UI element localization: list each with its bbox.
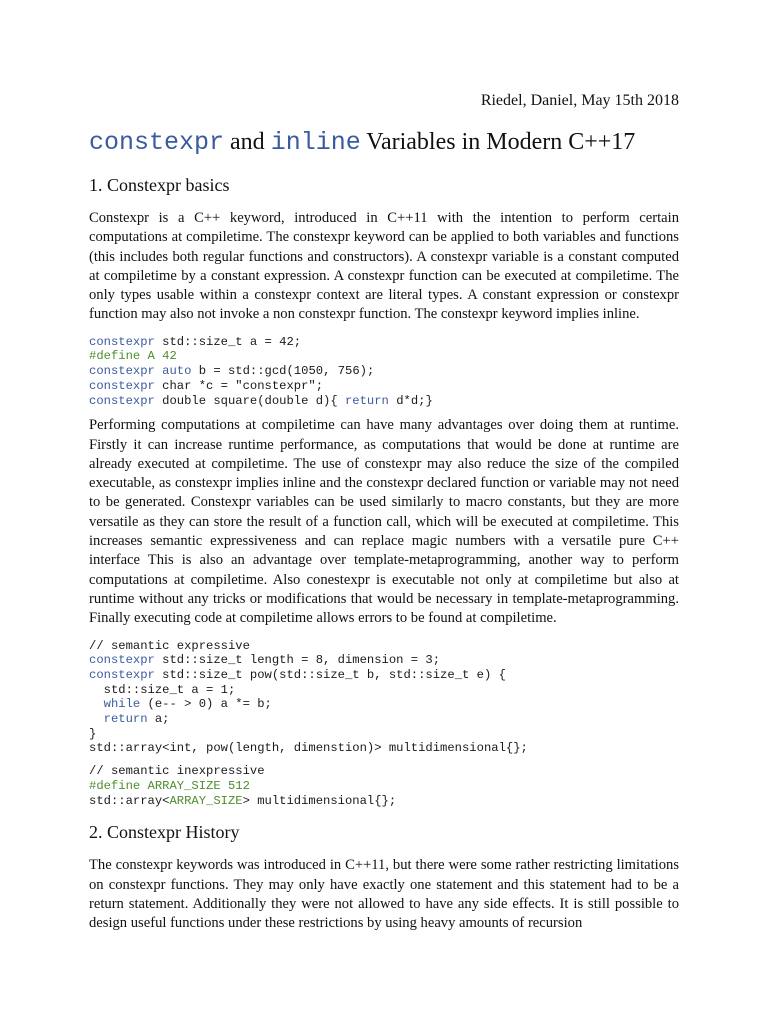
code-keyword: constexpr bbox=[89, 378, 155, 393]
code-block-basics bbox=[89, 335, 679, 409]
title-rest: Variables in Modern C++17 bbox=[366, 129, 636, 155]
code-keyword: constexpr bbox=[89, 653, 155, 668]
code-block-inexpressive bbox=[89, 764, 679, 808]
code-text: double square(double d){ bbox=[154, 393, 345, 408]
section-heading-history: 2. Constexpr History bbox=[89, 822, 240, 843]
paragraph-advantages: Performing computations at compiletime can have many advantages over doing them at runtime. Firstly it can increase runtime performance, as computations that would be done at runtime are already executed at compiletime. The use of constexpr may also reduce the size of the compiled executable, as constexpr implies inline and the constexpr declared function or variable may not need to be generated. Constexpr variables can be used similarly to macro constants, but they are more versatile as they can store the result of a function call, which will be executed at compiletime. This increases semantic expressiveness and can replace magic numbers with a versatile pure C++ interface This is also an advantage over template-metaprogramming, another way to perform computations at compiletime. Also conestexpr is executable not only at compiletime but also at runtime without any tricks or modifications that would be necessary in template-metaprogramming. Finally executing code at compiletime allows errors to be found at compiletime. bbox=[89, 417, 679, 627]
code-text: std::size_t a = 1; bbox=[89, 682, 236, 697]
title-and: and bbox=[230, 129, 265, 155]
code-comment: // semantic expressive bbox=[89, 638, 250, 653]
code-text: } bbox=[89, 726, 97, 741]
code-keyword: while bbox=[103, 697, 141, 712]
code-keyword: constexpr bbox=[89, 334, 155, 349]
document-page bbox=[89, 88, 679, 943]
paragraph-basics-intro: Constexpr is a C++ keyword, introduced in C++11 with the intention to perform certain computations at compiletime. The constexpr keyword can be applied to both variables and functions (this includes both regular functions and constructors). A constexpr variable is a constant computed at compiletime by a constant expression. A constexpr function can be executed at compiletime. The only types usable within a constexpr context are literal types. A constant expression or constexpr function may also not invoke a non constexpr function. The constexpr keyword implies inline. bbox=[89, 210, 679, 323]
code-text: std::array< bbox=[89, 793, 170, 808]
code-text: std::array<int, pow(length, dimenstion)> multidimensional{}; bbox=[89, 741, 528, 756]
code-text: char *c = "constexpr"; bbox=[154, 378, 324, 393]
code-keyword: return bbox=[103, 712, 148, 727]
code-macro-name: ARRAY_SIZE bbox=[169, 793, 243, 808]
code-comment: // semantic inexpressive bbox=[89, 764, 265, 779]
section-heading-basics: 1. Constexpr basics bbox=[89, 175, 230, 195]
code-keyword: constexpr bbox=[89, 667, 155, 682]
code-preprocessor: #define ARRAY_SIZE 512 bbox=[89, 778, 250, 793]
author-date-line: Riedel, Daniel, May 15th 2018 bbox=[480, 92, 679, 109]
title-keyword-constexpr: constexpr bbox=[89, 128, 225, 157]
code-text: a; bbox=[147, 712, 170, 727]
code-keyword: return bbox=[344, 393, 389, 408]
code-text: std::size_t pow(std::size_t b, std::size_t e) { bbox=[154, 667, 506, 682]
page-title bbox=[89, 126, 679, 159]
code-text: std::size_t a = 42; bbox=[154, 334, 302, 349]
code-keyword: constexpr bbox=[89, 364, 155, 379]
code-keyword: constexpr bbox=[89, 393, 155, 408]
title-keyword-inline: inline bbox=[270, 128, 361, 157]
code-keyword: auto bbox=[162, 364, 192, 379]
code-preprocessor: #define A 42 bbox=[89, 349, 177, 364]
code-text: (e-- > 0) a *= b; bbox=[140, 697, 272, 712]
code-text: b = std::gcd(1050, 756); bbox=[191, 364, 375, 379]
paragraph-history: The constexpr keywords was introduced in C++11, but there were some rather restricting limitations on constexpr functions. They may only have exactly one statement and this statement had to be a return statement. Additionally they were not allowed to have any side effects. It is still possible to design useful functions under these restrictions by using heavy amounts of recursion bbox=[89, 857, 679, 932]
code-text: > multidimensional{}; bbox=[242, 793, 397, 808]
code-text: d*d;} bbox=[388, 393, 433, 408]
code-block-expressive bbox=[89, 639, 679, 757]
code-text: std::size_t length = 8, dimension = 3; bbox=[154, 653, 441, 668]
